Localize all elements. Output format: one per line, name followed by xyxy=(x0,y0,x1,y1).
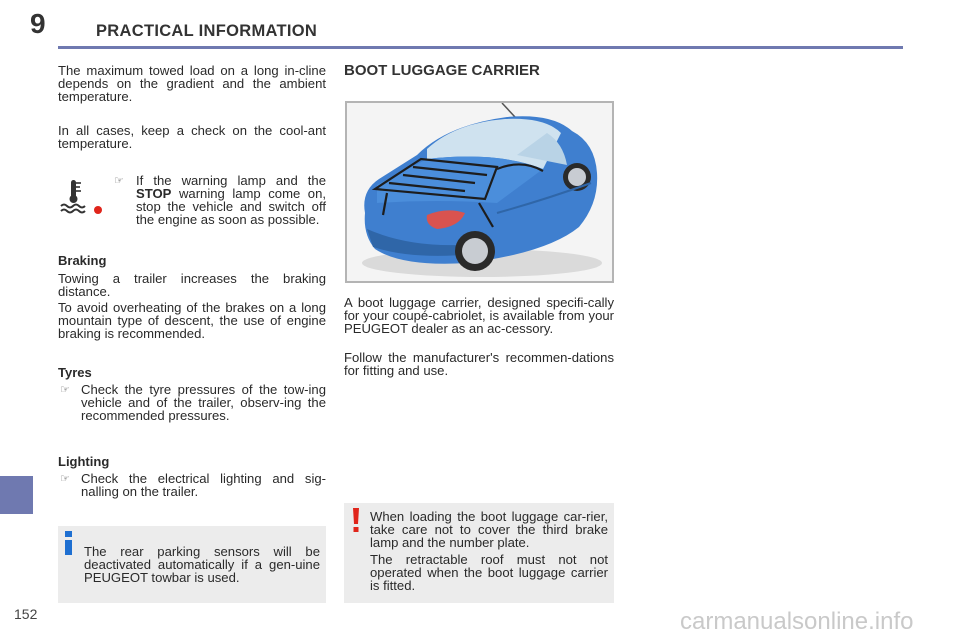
carrier-paragraph-1: A boot luggage carrier, designed specifi-cally for your coupé-cabriolet, is available from your PEUGEOT dealer as an ac-cessory. xyxy=(344,295,614,336)
section-title: BOOT LUGGAGE CARRIER xyxy=(344,62,540,79)
warning-box-paragraph-2: The retractable roof must not not operated when the boot luggage carrier is fitted. xyxy=(370,552,608,593)
braking-paragraph-2: To avoid overheating of the brakes on a long mountain type of descent, the use of engine braking is recommended. xyxy=(58,300,326,341)
info-icon xyxy=(62,530,76,556)
coolant-paragraph: In all cases, keep a check on the cool-ant temperature. xyxy=(58,123,326,151)
bullet-marker: ☞ xyxy=(60,473,70,485)
info-box-text: The rear parking sensors will be deactivated automatically if a gen-uine PEUGEOT towbar is used. xyxy=(84,544,320,585)
stop-label: STOP xyxy=(136,186,172,201)
warning-box-paragraph-1: When loading the boot luggage car-rier, take care not to cover the third brake lamp and the number plate. xyxy=(370,509,608,550)
chapter-side-tab xyxy=(0,476,33,514)
bullet-marker: ☞ xyxy=(60,384,70,396)
exclamation-icon xyxy=(350,507,362,533)
lighting-heading: Lighting xyxy=(58,454,110,469)
boot-luggage-carrier-illustration xyxy=(345,101,614,283)
towed-load-paragraph: The maximum towed load on a long in-cline depends on the gradient and the ambient temperature. xyxy=(58,63,326,104)
chapter-title: PRACTICAL INFORMATION xyxy=(96,22,318,40)
header-rule xyxy=(58,46,903,49)
tyres-heading: Tyres xyxy=(58,365,92,380)
braking-paragraph-1: Towing a trailer increases the braking distance. xyxy=(58,271,326,299)
warning-lamp-text-end: warning lamp come on, stop the vehicle and switch off the engine as soon as possible. xyxy=(136,186,326,227)
warning-lamp-bullet xyxy=(136,174,326,226)
warning-lamp-text-start: If the warning lamp and the xyxy=(136,173,326,188)
braking-heading: Braking xyxy=(58,253,107,268)
page-number: 152 xyxy=(14,606,38,622)
tyres-bullet: Check the tyre pressures of the tow-ing vehicle and of the trailer, observ-ing the recommended pressures. xyxy=(81,382,326,423)
bullet-marker: ☞ xyxy=(114,175,124,187)
coolant-temperature-warning-icon xyxy=(58,177,108,217)
watermark: carmanualsonline.info xyxy=(680,608,914,635)
lighting-bullet: Check the electrical lighting and sig-nalling on the trailer. xyxy=(81,471,326,499)
chapter-number: 9 xyxy=(30,8,46,39)
carrier-paragraph-2: Follow the manufacturer's recommen-dations for fitting and use. xyxy=(344,350,614,378)
